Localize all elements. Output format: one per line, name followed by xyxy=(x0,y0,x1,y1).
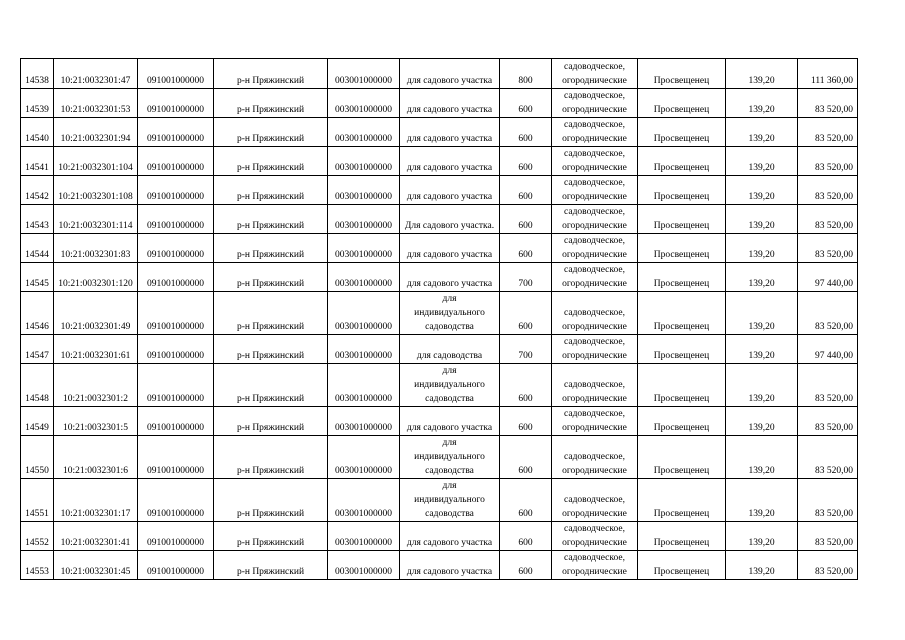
code-2: 003001000000 xyxy=(328,551,400,580)
rate: 139,20 xyxy=(726,234,798,263)
rate: 139,20 xyxy=(726,118,798,147)
table-body xyxy=(21,59,858,580)
row-number: 14553 xyxy=(21,551,54,580)
table-row xyxy=(21,522,858,551)
table-row xyxy=(21,263,858,292)
permitted-use: для индивидуального садоводства xyxy=(400,292,500,335)
cadastral-value: 83 520,00 xyxy=(798,407,858,436)
district: р-н Пряжинский xyxy=(214,118,328,147)
code-1: 091001000000 xyxy=(138,118,214,147)
category: садоводческое, огороднические xyxy=(552,147,638,176)
area: 600 xyxy=(500,292,552,335)
cadastral-value: 83 520,00 xyxy=(798,436,858,479)
cadastral-number: 10:21:0032301:114 xyxy=(54,205,138,234)
area: 600 xyxy=(500,407,552,436)
cadastral-value: 83 520,00 xyxy=(798,479,858,522)
code-1: 091001000000 xyxy=(138,234,214,263)
row-number: 14547 xyxy=(21,335,54,364)
cadastral-number: 10:21:0032301:49 xyxy=(54,292,138,335)
area: 600 xyxy=(500,89,552,118)
area: 600 xyxy=(500,234,552,263)
code-2: 003001000000 xyxy=(328,89,400,118)
organization: Просвещенец xyxy=(638,292,726,335)
cadastral-value: 83 520,00 xyxy=(798,89,858,118)
row-number: 14543 xyxy=(21,205,54,234)
row-number: 14546 xyxy=(21,292,54,335)
table-row xyxy=(21,147,858,176)
cadastral-number: 10:21:0032301:2 xyxy=(54,364,138,407)
cadastral-number: 10:21:0032301:120 xyxy=(54,263,138,292)
organization: Просвещенец xyxy=(638,234,726,263)
district: р-н Пряжинский xyxy=(214,59,328,89)
district: р-н Пряжинский xyxy=(214,89,328,118)
organization: Просвещенец xyxy=(638,89,726,118)
permitted-use: для садового участка xyxy=(400,234,500,263)
organization: Просвещенец xyxy=(638,335,726,364)
code-1: 091001000000 xyxy=(138,263,214,292)
rate: 139,20 xyxy=(726,364,798,407)
cadastral-number: 10:21:0032301:104 xyxy=(54,147,138,176)
area: 600 xyxy=(500,147,552,176)
district: р-н Пряжинский xyxy=(214,436,328,479)
code-2: 003001000000 xyxy=(328,522,400,551)
cadastral-value: 83 520,00 xyxy=(798,551,858,580)
area: 600 xyxy=(500,436,552,479)
table-row xyxy=(21,407,858,436)
cadastral-value: 83 520,00 xyxy=(798,147,858,176)
organization: Просвещенец xyxy=(638,176,726,205)
code-2: 003001000000 xyxy=(328,234,400,263)
area: 600 xyxy=(500,205,552,234)
code-2: 003001000000 xyxy=(328,59,400,89)
rate: 139,20 xyxy=(726,59,798,89)
area: 600 xyxy=(500,364,552,407)
table-row xyxy=(21,118,858,147)
row-number: 14545 xyxy=(21,263,54,292)
rate: 139,20 xyxy=(726,479,798,522)
cadastral-value: 83 520,00 xyxy=(798,292,858,335)
cadastral-number: 10:21:0032301:53 xyxy=(54,89,138,118)
rate: 139,20 xyxy=(726,335,798,364)
permitted-use: для садового участка xyxy=(400,118,500,147)
district: р-н Пряжинский xyxy=(214,176,328,205)
area: 600 xyxy=(500,118,552,147)
organization: Просвещенец xyxy=(638,522,726,551)
code-1: 091001000000 xyxy=(138,292,214,335)
code-1: 091001000000 xyxy=(138,59,214,89)
table-row xyxy=(21,176,858,205)
area: 600 xyxy=(500,479,552,522)
cadastral-value: 97 440,00 xyxy=(798,335,858,364)
row-number: 14551 xyxy=(21,479,54,522)
cadastral-value: 83 520,00 xyxy=(798,118,858,147)
rate: 139,20 xyxy=(726,205,798,234)
permitted-use: для садового участка xyxy=(400,407,500,436)
category: садоводческое, огороднические xyxy=(552,407,638,436)
cadastral-number: 10:21:0032301:6 xyxy=(54,436,138,479)
rate: 139,20 xyxy=(726,147,798,176)
rate: 139,20 xyxy=(726,89,798,118)
row-number: 14552 xyxy=(21,522,54,551)
row-number: 14541 xyxy=(21,147,54,176)
permitted-use: для садового участка xyxy=(400,176,500,205)
cadastral-number: 10:21:0032301:41 xyxy=(54,522,138,551)
district: р-н Пряжинский xyxy=(214,522,328,551)
category: садоводческое, огороднические xyxy=(552,551,638,580)
permitted-use: для индивидуального садоводства xyxy=(400,364,500,407)
district: р-н Пряжинский xyxy=(214,292,328,335)
code-1: 091001000000 xyxy=(138,407,214,436)
area: 700 xyxy=(500,263,552,292)
organization: Просвещенец xyxy=(638,118,726,147)
category: садоводческое, огороднические xyxy=(552,335,638,364)
cadastral-number: 10:21:0032301:45 xyxy=(54,551,138,580)
cadastral-number: 10:21:0032301:83 xyxy=(54,234,138,263)
organization: Просвещенец xyxy=(638,147,726,176)
table-row xyxy=(21,234,858,263)
code-1: 091001000000 xyxy=(138,205,214,234)
land-registry-table xyxy=(20,58,858,580)
cadastral-number: 10:21:0032301:17 xyxy=(54,479,138,522)
permitted-use: для садового участка xyxy=(400,551,500,580)
rate: 139,20 xyxy=(726,292,798,335)
category: садоводческое, огороднические xyxy=(552,118,638,147)
district: р-н Пряжинский xyxy=(214,205,328,234)
code-1: 091001000000 xyxy=(138,176,214,205)
rate: 139,20 xyxy=(726,522,798,551)
code-2: 003001000000 xyxy=(328,407,400,436)
organization: Просвещенец xyxy=(638,407,726,436)
row-number: 14549 xyxy=(21,407,54,436)
category: садоводческое, огороднические xyxy=(552,234,638,263)
category: садоводческое, огороднические xyxy=(552,176,638,205)
area: 600 xyxy=(500,522,552,551)
organization: Просвещенец xyxy=(638,59,726,89)
permitted-use: для индивидуального садоводства xyxy=(400,436,500,479)
organization: Просвещенец xyxy=(638,263,726,292)
cadastral-value: 83 520,00 xyxy=(798,522,858,551)
row-number: 14538 xyxy=(21,59,54,89)
district: р-н Пряжинский xyxy=(214,263,328,292)
permitted-use: для садового участка xyxy=(400,89,500,118)
table-row xyxy=(21,335,858,364)
category: садоводческое, огороднические xyxy=(552,89,638,118)
cadastral-number: 10:21:0032301:5 xyxy=(54,407,138,436)
code-2: 003001000000 xyxy=(328,436,400,479)
rate: 139,20 xyxy=(726,551,798,580)
cadastral-value: 83 520,00 xyxy=(798,176,858,205)
code-2: 003001000000 xyxy=(328,364,400,407)
rate: 139,20 xyxy=(726,176,798,205)
table-row xyxy=(21,551,858,580)
district: р-н Пряжинский xyxy=(214,407,328,436)
area: 700 xyxy=(500,335,552,364)
permitted-use: Для садового участка. xyxy=(400,205,500,234)
category: садоводческое, огороднические xyxy=(552,59,638,89)
code-1: 091001000000 xyxy=(138,335,214,364)
cadastral-value: 83 520,00 xyxy=(798,234,858,263)
code-2: 003001000000 xyxy=(328,292,400,335)
code-1: 091001000000 xyxy=(138,436,214,479)
code-2: 003001000000 xyxy=(328,147,400,176)
code-2: 003001000000 xyxy=(328,118,400,147)
code-2: 003001000000 xyxy=(328,479,400,522)
permitted-use: для садового участка xyxy=(400,147,500,176)
area: 600 xyxy=(500,551,552,580)
code-2: 003001000000 xyxy=(328,335,400,364)
table-row xyxy=(21,205,858,234)
table-row xyxy=(21,436,858,479)
category: садоводческое, огороднические xyxy=(552,436,638,479)
category: садоводческое, огороднические xyxy=(552,205,638,234)
table-row xyxy=(21,479,858,522)
cadastral-value: 111 360,00 xyxy=(798,59,858,89)
district: р-н Пряжинский xyxy=(214,335,328,364)
category: садоводческое, огороднические xyxy=(552,263,638,292)
organization: Просвещенец xyxy=(638,436,726,479)
table-row xyxy=(21,89,858,118)
district: р-н Пряжинский xyxy=(214,364,328,407)
permitted-use: для садоводства xyxy=(400,335,500,364)
row-number: 14542 xyxy=(21,176,54,205)
cadastral-number: 10:21:0032301:94 xyxy=(54,118,138,147)
row-number: 14548 xyxy=(21,364,54,407)
row-number: 14544 xyxy=(21,234,54,263)
permitted-use: для садового участка xyxy=(400,522,500,551)
cadastral-number: 10:21:0032301:108 xyxy=(54,176,138,205)
table-row xyxy=(21,364,858,407)
code-2: 003001000000 xyxy=(328,263,400,292)
rate: 139,20 xyxy=(726,407,798,436)
area: 600 xyxy=(500,176,552,205)
cadastral-value: 83 520,00 xyxy=(798,364,858,407)
table-row xyxy=(21,292,858,335)
code-2: 003001000000 xyxy=(328,176,400,205)
code-1: 091001000000 xyxy=(138,522,214,551)
table-row xyxy=(21,59,858,89)
row-number: 14550 xyxy=(21,436,54,479)
cadastral-number: 10:21:0032301:61 xyxy=(54,335,138,364)
permitted-use: для садового участка xyxy=(400,59,500,89)
code-2: 003001000000 xyxy=(328,205,400,234)
organization: Просвещенец xyxy=(638,551,726,580)
category: садоводческое, огороднические xyxy=(552,479,638,522)
category: садоводческое, огороднические xyxy=(552,292,638,335)
cadastral-value: 83 520,00 xyxy=(798,205,858,234)
row-number: 14539 xyxy=(21,89,54,118)
code-1: 091001000000 xyxy=(138,147,214,176)
area: 800 xyxy=(500,59,552,89)
code-1: 091001000000 xyxy=(138,89,214,118)
row-number: 14540 xyxy=(21,118,54,147)
category: садоводческое, огороднические xyxy=(552,364,638,407)
district: р-н Пряжинский xyxy=(214,479,328,522)
code-1: 091001000000 xyxy=(138,551,214,580)
cadastral-number: 10:21:0032301:47 xyxy=(54,59,138,89)
district: р-н Пряжинский xyxy=(214,551,328,580)
district: р-н Пряжинский xyxy=(214,147,328,176)
code-1: 091001000000 xyxy=(138,479,214,522)
permitted-use: для индивидуального садоводства xyxy=(400,479,500,522)
rate: 139,20 xyxy=(726,263,798,292)
organization: Просвещенец xyxy=(638,479,726,522)
organization: Просвещенец xyxy=(638,205,726,234)
rate: 139,20 xyxy=(726,436,798,479)
category: садоводческое, огороднические xyxy=(552,522,638,551)
cadastral-value: 97 440,00 xyxy=(798,263,858,292)
permitted-use: для садового участка xyxy=(400,263,500,292)
code-1: 091001000000 xyxy=(138,364,214,407)
organization: Просвещенец xyxy=(638,364,726,407)
district: р-н Пряжинский xyxy=(214,234,328,263)
